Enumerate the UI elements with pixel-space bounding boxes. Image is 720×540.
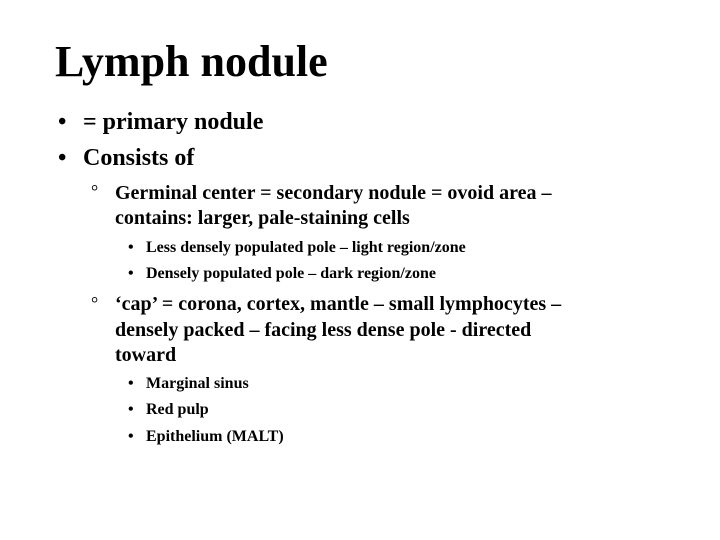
sub-bullet-icon: ° bbox=[91, 293, 99, 313]
epithelium-item: Epithelium (MALT) bbox=[146, 428, 284, 445]
germinal-center-line-1: Germinal center = secondary nodule = ovoid area – bbox=[115, 182, 552, 204]
bullet-icon: • bbox=[128, 265, 134, 282]
germinal-center-line-2: contains: larger, pale-staining cells bbox=[115, 207, 410, 229]
bullet-consists-of: Consists of bbox=[83, 145, 195, 171]
cap-line-2: densely packed – facing less dense pole - directed bbox=[115, 319, 532, 341]
bullet-icon: • bbox=[128, 375, 134, 392]
sub-bullet-icon: ° bbox=[91, 181, 99, 201]
bullet-icon: • bbox=[128, 239, 134, 256]
marginal-sinus-item: Marginal sinus bbox=[146, 375, 249, 392]
light-zone-item: Less densely populated pole – light region/zone bbox=[146, 239, 466, 256]
slide-title: Lymph nodule bbox=[55, 37, 328, 86]
red-pulp-item: Red pulp bbox=[146, 401, 209, 418]
bullet-primary-nodule: = primary nodule bbox=[83, 109, 264, 135]
bullet-icon: • bbox=[128, 401, 134, 418]
dark-zone-item: Densely populated pole – dark region/zone bbox=[146, 265, 436, 282]
cap-line-3: toward bbox=[115, 344, 177, 366]
cap-line-1: ‘cap’ = corona, cortex, mantle – small lymphocytes – bbox=[115, 293, 562, 315]
bullet-icon: • bbox=[58, 145, 67, 171]
bullet-icon: • bbox=[128, 428, 134, 445]
bullet-icon: • bbox=[58, 109, 67, 135]
